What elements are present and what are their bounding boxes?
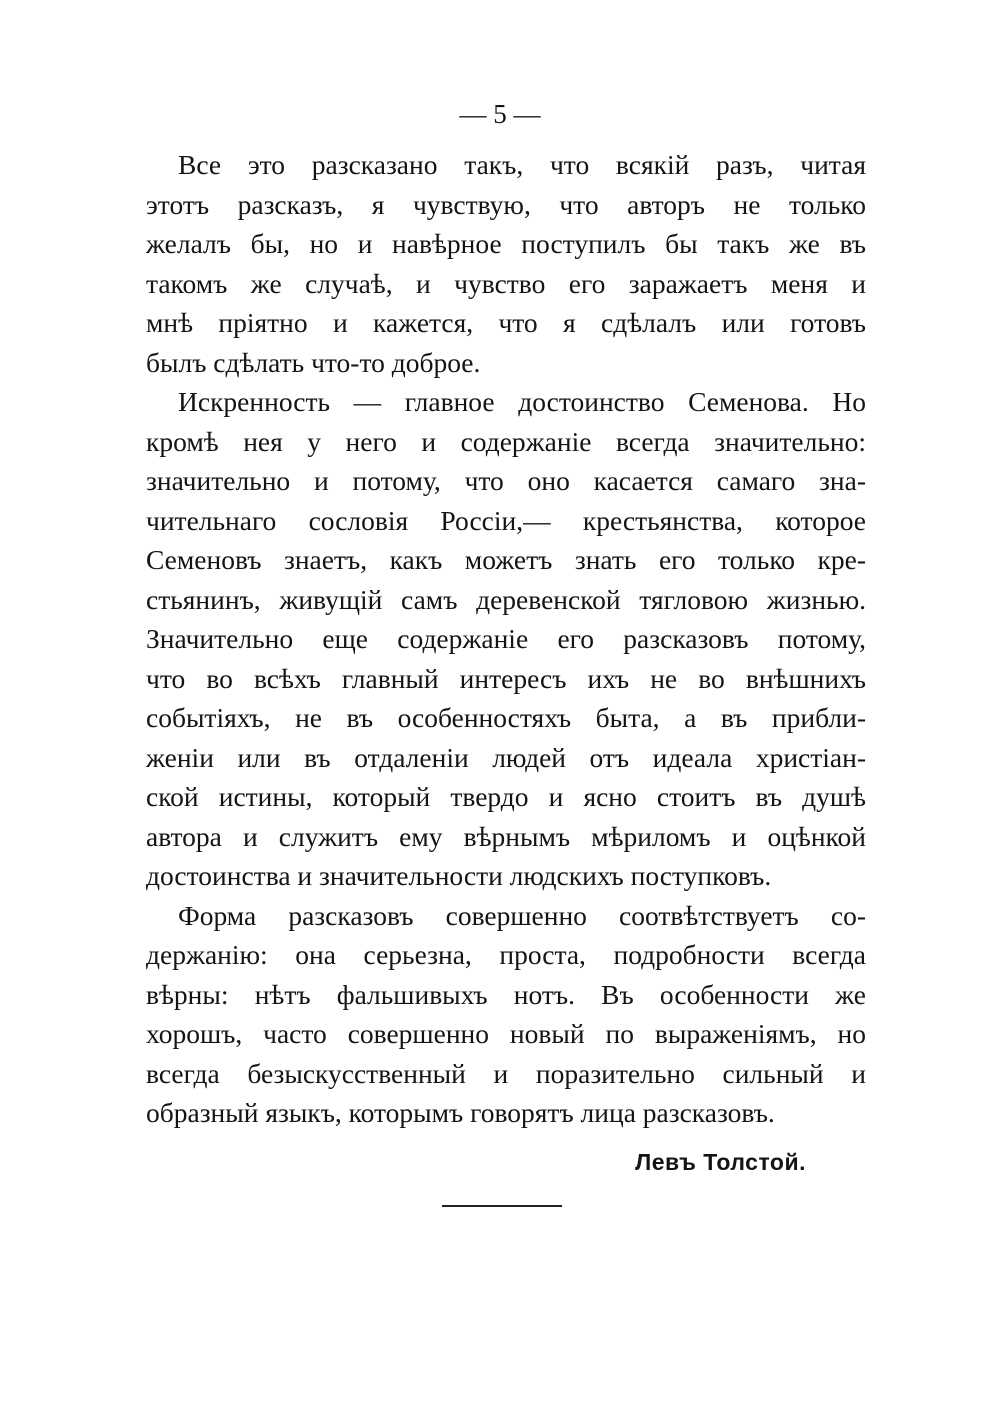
- paragraph-2: [146, 382, 866, 896]
- text-line: мнѣ пріятно и кажется, что я сдѣлалъ или готовъ: [146, 307, 866, 338]
- author-signature: Левъ Толстой.: [635, 1149, 806, 1175]
- text-line: всегда безыскусственный и поразительно сильный и: [146, 1057, 866, 1089]
- text-line: автора и служитъ ему вѣрнымъ мѣриломъ и оцѣнкой: [146, 820, 866, 852]
- paragraph-3: [146, 896, 866, 1133]
- body-text: [146, 145, 866, 1133]
- text-line: достоинства и значительности людскихъ поступковъ.: [146, 860, 772, 891]
- text-line: Все это разсказано такъ, что всякій разъ, читая: [178, 149, 866, 180]
- text-line: такомъ же случаѣ, и чувство его заражаетъ меня и: [146, 267, 866, 299]
- text-line: Семеновъ знаетъ, какъ можетъ знать его только кре-: [146, 544, 866, 575]
- text-line: держанію: она серьезна, проста, подробности всегда: [146, 939, 866, 970]
- text-line: былъ сдѣлать что-то доброе.: [146, 346, 481, 378]
- text-line: ской истины, который твердо и ясно стоитъ въ душѣ: [146, 781, 866, 812]
- text-line: вѣрны: нѣтъ фальшивыхъ нотъ. Въ особенности же: [146, 978, 866, 1010]
- text-line: Форма разсказовъ совершенно соотвѣтствуетъ со-: [178, 899, 866, 931]
- text-line: чительнаго сословія Россіи,— крестьянства, которое: [146, 504, 866, 536]
- text-line: этотъ разсказъ, я чувствую, что авторъ не только: [146, 188, 866, 220]
- text-line: что во всѣхъ главный интересъ ихъ не во внѣшнихъ: [146, 662, 866, 694]
- text-line: значительно и потому, что оно касается самаго зна-: [146, 465, 866, 496]
- text-line: стьянинъ, живущій самъ деревенской тягловою жизнью.: [146, 583, 866, 615]
- text-line: кромѣ нея у него и содержаніе всегда значительно:: [146, 425, 866, 457]
- text-line: хорошъ, часто совершенно новый по выраженіямъ, но: [146, 1018, 866, 1049]
- text-line: образный языкъ, которымъ говорятъ лица разсказовъ.: [146, 1097, 775, 1128]
- paragraph-1: [146, 145, 866, 382]
- page-number: — 5 —: [459, 99, 541, 129]
- text-line: желалъ бы, но и навѣрное поступилъ бы такъ же въ: [146, 228, 866, 259]
- text-line: Значительно еще содержаніе его разсказовъ потому,: [146, 623, 866, 654]
- text-line: женіи или въ отдаленіи людей отъ идеала христіан-: [146, 741, 866, 773]
- text-line: Искренность — главное достоинство Семенова. Но: [178, 386, 866, 417]
- text-line: событіяхъ, не въ особенностяхъ быта, а въ прибли-: [146, 702, 866, 733]
- end-rule: [442, 1205, 562, 1207]
